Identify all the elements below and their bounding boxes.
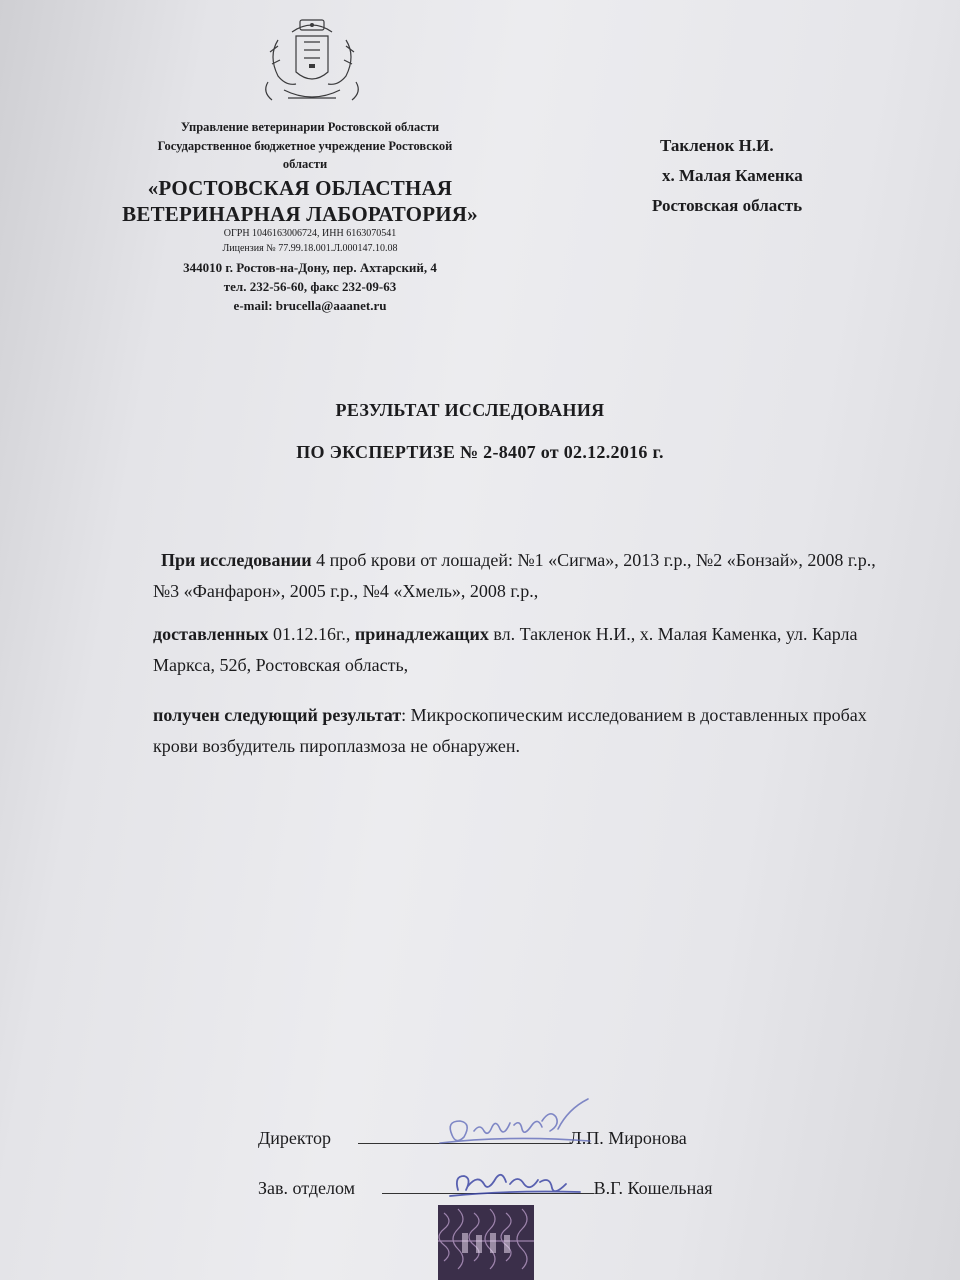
paragraph-delivery-lead: доставленных [153, 624, 269, 644]
lab-phone: тел. 232-56-60, факс 232-09-63 [223, 279, 397, 294]
paragraph-result-text: : Микроскопическим исследованием в доставленных пробах крови возбудитель пироплазмоза не обнаружен. [153, 705, 867, 756]
document-title: РЕЗУЛЬТАТ ИССЛЕДОВАНИЯ [335, 400, 605, 420]
director-title: Директор [258, 1128, 332, 1148]
head-name: В.Г. Кошельная [593, 1178, 713, 1198]
recipient-locality: х. Малая Каменка [662, 166, 803, 185]
recipient-name: Такленок Н.И. [660, 136, 774, 155]
paragraph-delivery-owner: вл. Такленок Н.И., х. Малая Каменка, ул. Карла Маркса, 52б, Ростовская область, [153, 624, 858, 675]
recipient-region: Ростовская область [652, 196, 803, 215]
license-number: Лицензия № 77.99.18.001.Л.000147.10.08 [222, 243, 398, 254]
ogrn-inn: ОГРН 1046163006724, ИНН 6163070541 [223, 228, 397, 239]
lab-name-line-1: «РОСТОВСКАЯ ОБЛАСТНАЯ [147, 176, 453, 200]
head-handwritten-signature [440, 1160, 590, 1205]
org-line-1: Управление ветеринарии Ростовской области [180, 120, 440, 134]
stamp-seal-icon [438, 1205, 534, 1280]
paragraph-delivery [153, 619, 893, 681]
lab-email: e-mail: brucella@aaanet.ru [233, 298, 387, 313]
paragraph-delivery-date: 01.12.16г., [268, 624, 355, 644]
paragraph-samples-text: 4 проб крови от лошадей: №1 «Сигма», 2013 г.р., №2 «Бонзай», 2008 г.р., №3 «Фанфарон», 2005 г.р., №4 «Хмель», 2008 г.р., [153, 550, 876, 601]
paragraph-delivery-owner-lead: принадлежащих [354, 624, 489, 644]
paragraph-result-lead: получен следующий результат [153, 705, 402, 725]
org-line-3: области [282, 157, 328, 171]
director-name: Л.П. Миронова [569, 1128, 687, 1148]
paragraph-samples-lead: При исследовании [161, 550, 312, 570]
director-handwritten-signature [430, 1095, 600, 1155]
lab-address: 344010 г. Ростов-на-Дону, пер. Ахтарский, 4 [183, 260, 437, 275]
head-title: Зав. отделом [258, 1178, 356, 1198]
paragraph-samples [153, 545, 893, 607]
lab-name-line-2: ВЕТЕРИНАРНАЯ ЛАБОРАТОРИЯ» [122, 202, 478, 226]
org-line-2: Государственное бюджетное учреждение Ростовской [157, 139, 453, 153]
coat-of-arms-icon [248, 12, 376, 112]
paragraph-result [153, 700, 893, 762]
document-subtitle: ПО ЭКСПЕРТИЗЕ № 2-8407 от 02.12.2016 г. [296, 442, 664, 462]
